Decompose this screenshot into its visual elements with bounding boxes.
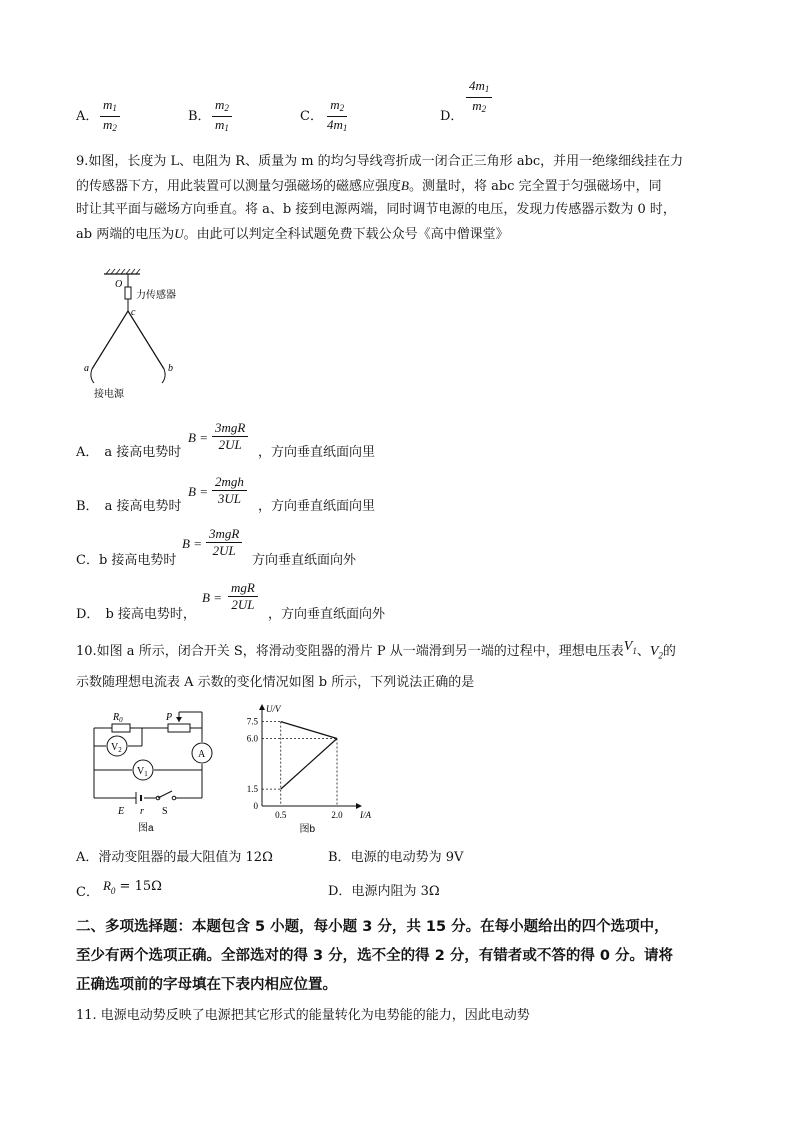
- q10-figure-b-graph: [232, 704, 371, 838]
- label-force-sensor: 力传感器: [136, 290, 176, 301]
- q9-option-c-lhs: B =: [182, 536, 202, 551]
- q9-option-c[interactable]: C．b 接高电势时: [76, 553, 177, 568]
- section-2-heading-line-2: 至少有两个选项正确。全部选对的得 3 分，选不全的得 2 分，有错者或不答的得 0 分。请将: [76, 948, 674, 964]
- q9-option-d-tail: ，方向垂直纸面向外: [268, 607, 386, 622]
- q8-option-d-letter: D．: [440, 109, 464, 124]
- q9-line-3: 时让其平面与磁场方向垂直。将 a、b 接到电源两端，同时调节电源的电压，发现力传感器示数为 0 时，: [76, 202, 676, 217]
- series-line-V1: [281, 722, 337, 739]
- label-s: S: [162, 806, 168, 817]
- label-power-source: 接电源: [94, 389, 124, 400]
- q10-option-d[interactable]: D．电源内阻为 3Ω: [328, 884, 440, 899]
- q9-option-b-fraction: 2mgh 3UL: [212, 474, 247, 507]
- x-axis-label: I/A: [360, 810, 371, 820]
- caption-figure-b: 图b: [299, 824, 316, 835]
- q9-figure-triangle: [80, 265, 210, 405]
- y-tick-label: 0: [253, 801, 258, 811]
- section-2-heading-line-1: 二、多项选择题：本题包含 5 小题，每小题 3 分，共 15 分。在每小题给出的四个选项中，: [76, 919, 669, 935]
- section-2-heading-line-3: 正确选项前的字母填在下表内相应位置。: [76, 977, 337, 993]
- lead-a: [91, 369, 94, 383]
- x-tick-label: 2.0: [331, 810, 343, 820]
- q8-option-c-letter: C．: [300, 109, 323, 124]
- q9-option-a-fraction: 3mgR 2UL: [212, 420, 248, 453]
- series-line-V2: [281, 739, 337, 790]
- wire-cb: [128, 311, 164, 369]
- q9-option-b[interactable]: B． a 接高电势时: [76, 499, 182, 514]
- caption-figure-a: 图a: [138, 823, 154, 834]
- label-e: E: [118, 806, 125, 817]
- label-c: c: [131, 307, 136, 318]
- slider-p-arrow: [176, 717, 182, 722]
- q9-line-2: 的传感器下方，用此装置可以测量匀强磁场的磁感应强度B。测量时，将 abc 完全置于匀强磁场中，同: [76, 177, 662, 194]
- q9-option-a[interactable]: A． a 接高电势时: [76, 445, 182, 460]
- q8-option-b-letter: B．: [188, 109, 211, 124]
- q8-option-a-letter: A．: [76, 109, 99, 124]
- label-r: r: [140, 806, 144, 817]
- q8-option-d-fraction[interactable]: $\frac{4m_1}{m_2}$: [466, 78, 492, 117]
- ceiling-hatch: [106, 269, 140, 274]
- q8-option-a-fraction[interactable]: $\frac{m_1}{m_2}$: [100, 97, 120, 136]
- switch-s: [158, 791, 172, 798]
- q9-option-a-lhs: B =: [188, 430, 208, 445]
- q9-option-b-tail: ，方向垂直纸面向里: [258, 499, 376, 514]
- q8-option-c-fraction[interactable]: $\frac{m_2}{4m_1}$: [327, 97, 348, 133]
- q11-stem: 11. 电源电动势反映了电源把其它形式的能量转化为电势能的能力，因此电动势: [76, 1008, 530, 1023]
- q9-option-b-lhs: B =: [188, 484, 208, 499]
- q9-option-d[interactable]: D． b 接高电势时，: [76, 607, 196, 622]
- label-v1: $V_1$: [137, 766, 148, 778]
- force-sensor: [125, 287, 131, 299]
- q10-option-a[interactable]: A．滑动变阻器的最大阻值为 12Ω: [76, 850, 273, 865]
- resistor-r0: [112, 724, 130, 732]
- label-p: P: [166, 712, 173, 723]
- y-tick-label: 1.5: [246, 784, 258, 795]
- label-a: a: [84, 363, 89, 374]
- q9-option-d-lhs: B =: [202, 590, 222, 605]
- x-axis-arrow: [356, 803, 362, 809]
- label-a-meter: A: [198, 749, 206, 760]
- q10-option-c[interactable]: C． $R_0 = 15\Omega$: [76, 878, 162, 900]
- label-r0: $R_0$: [113, 712, 123, 724]
- y-axis-arrow: [259, 704, 265, 710]
- label-v2: $V_2$: [111, 742, 122, 754]
- lead-b: [162, 369, 165, 383]
- q9-option-c-tail: 方向垂直纸面向外: [252, 553, 357, 568]
- q9-line-1: 9.如图，长度为 L、电阻为 R、质量为 m 的均匀导线弯折成一闭合正三角形 abc，并用一绝缘细线挂在力: [76, 154, 684, 169]
- q9-option-d-fraction: mgR 2UL: [228, 580, 258, 613]
- circuit-wires: [94, 712, 202, 798]
- q10-line-2: 示数随理想电流表 A 示数的变化情况如图 b 所示，下列说法正确的是: [76, 675, 475, 690]
- rheostat: [168, 724, 190, 732]
- graph-plot-area: [247, 704, 372, 835]
- q9-option-c-fraction: 3mgR 2UL: [206, 526, 242, 559]
- y-tick-label: 7.5: [246, 716, 258, 727]
- switch-contact-right: [172, 796, 176, 800]
- y-axis-label: U/V: [266, 704, 281, 714]
- q9-line-4: ab 两端的电压为U。由此可以判定全科试题免费下载公众号《高中僧课堂》: [76, 225, 509, 242]
- q8-option-b-fraction[interactable]: $\frac{m_2}{m_1}$: [212, 97, 232, 136]
- q10-line-1: 10.如图 a 所示，闭合开关 S，将滑动变阻器的滑片 P 从一端滑到另一端的过程中，理想电压表$V_1$、$V_2$的: [76, 639, 676, 661]
- q9-stem: [76, 150, 726, 246]
- label-b: b: [168, 363, 173, 374]
- y-tick-label: 6.0: [246, 733, 258, 744]
- q9-option-a-tail: ，方向垂直纸面向里: [258, 445, 376, 460]
- wire-ca: [92, 311, 128, 369]
- q10-option-b[interactable]: B．电源的电动势为 9V: [328, 850, 464, 865]
- q10-figure-a-circuit: [86, 708, 216, 836]
- label-o: O: [115, 279, 123, 290]
- x-tick-label: 0.5: [275, 810, 287, 820]
